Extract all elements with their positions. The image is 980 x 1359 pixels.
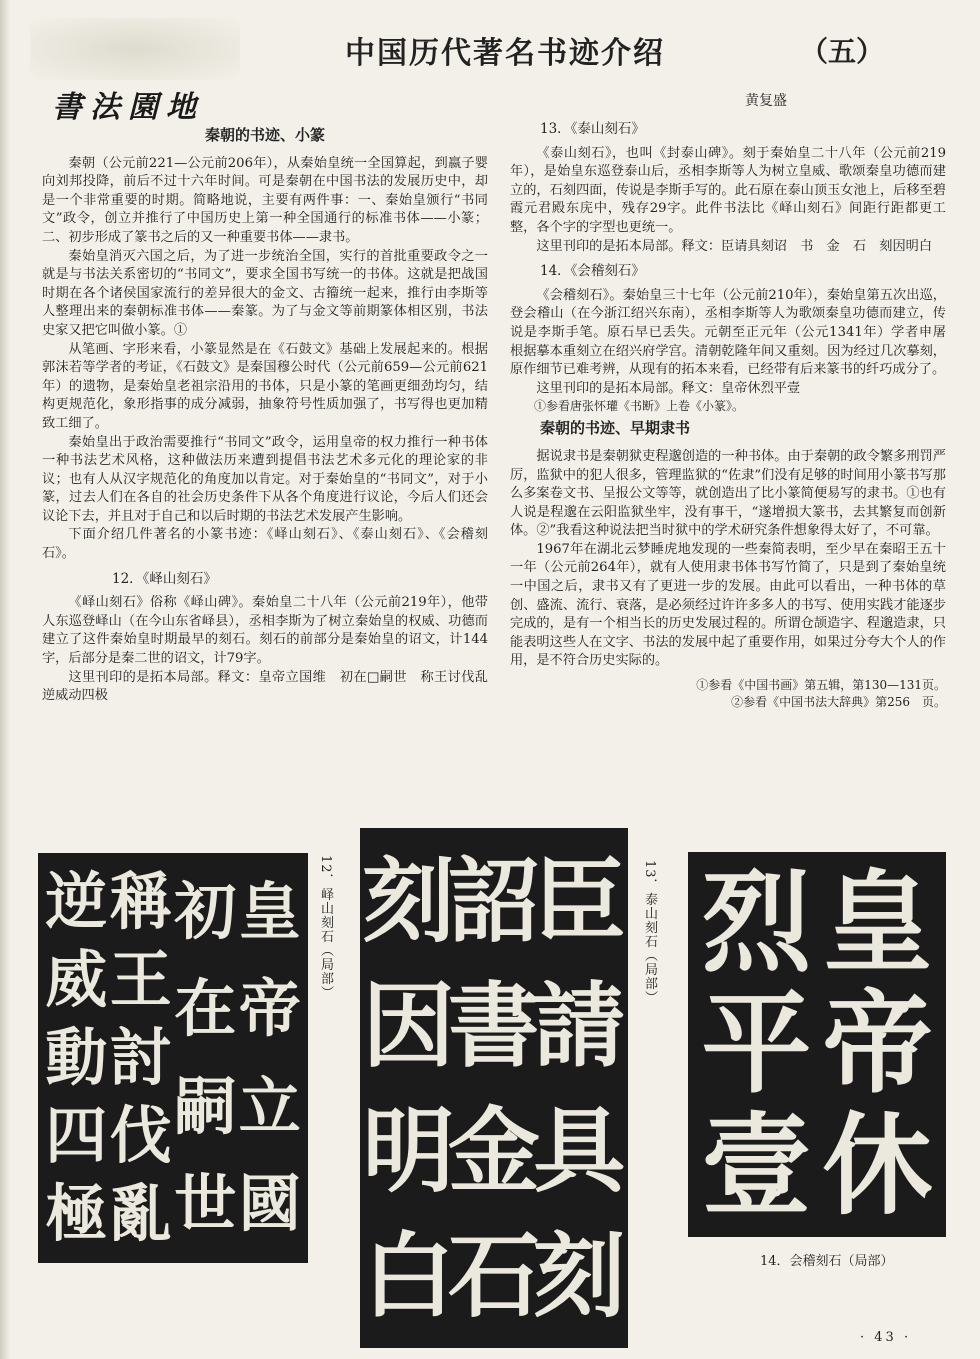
paragraph: 《会稽刻石》。秦始皇三十七年（公元前210年），秦始皇第五次出巡，登会稽山（在今浙江绍兴东南），丞相李斯等人为歌颂秦皇功德而建立，传说是李斯手笔。原石早已丢失。元朝至正元年（公元1341年）学者申屠 根据摹本重刻立在绍兴府学宫。清朝乾隆年间又重刻。因为经过几次摹刻，原作细节已难考辨，从现有的拓本来看，已经带有后来篆书的纤巧成分了。 — [510, 287, 960, 378]
rubbing-character: 動 — [45, 1021, 108, 1094]
paragraph: 秦朝（公元前221—公元前206年），从秦始皇统一全国算起，到嬴子婴向刘邦投降，前后不过十六年时间。可是秦朝在中国书法的发展历史中，却是一个非常重要的时期。简略地说，主要有两件事：一、秦始皇颁行“书同文”政令，创立并推行了中国历史上第一种全国通行的标准书体——小篆；二、初步形成了篆书之后的又一种重要书体——隶书。 — [42, 155, 488, 245]
rubbing-character: 逆 — [45, 865, 108, 938]
rubbing-character: 壹 — [701, 1101, 812, 1231]
page-number: · 43 · — [860, 1330, 912, 1345]
rubbing-character: 初 — [174, 874, 237, 948]
rubbing-character: 書 — [447, 971, 540, 1080]
rubbing-plate-13 — [360, 828, 628, 1348]
rubbing-character: 稱 — [109, 865, 172, 938]
paragraph: 《泰山刻石》，也叫《封泰山碑》。刻于秦始皇二十八年（公元前219年），是始皇东巡登泰山后，丞相李斯等人为树立皇威、歌颂秦皇功德而建立的，石刻四面，传说是李斯手写的。此石原在泰山顶玉女池上，后移至碧霞元君殿东庑中，残存29字。此件书法比《峄山刻石》间距行距都更工整，各个字的字型也更统一。 — [510, 145, 946, 235]
article-title: 中国历代著名书迹介绍 — [345, 36, 665, 71]
rubbing-character: 平 — [701, 979, 812, 1109]
paragraph: 这里刊印的是拓本局部。释文：臣请具刻诏 书 金 石 刻因明白 — [536, 238, 933, 254]
decorative-seal — [30, 18, 240, 80]
footnotes — [510, 677, 946, 711]
rubbing-character: 立 — [238, 1069, 301, 1143]
rubbing-character: 臣 — [533, 846, 626, 955]
rubbing-character: 休 — [822, 1101, 933, 1231]
rubbing-character: 明 — [362, 1096, 455, 1205]
rubbing-character: 嗣 — [174, 1069, 237, 1143]
plate-caption: 14．会稽刻石（局部） — [760, 1254, 894, 1269]
paragraph: 这里刊印的是拓本局部。释文：皇帝休烈平壹 — [536, 380, 801, 396]
rubbing-character: 威 — [45, 943, 108, 1016]
rubbing-character: 在 — [174, 972, 237, 1046]
paragraph: 下面介绍几件著名的小篆书迹：《峄山刻石》、《泰山刻石》、《会稽刻石》。 — [42, 527, 488, 562]
rubbing-character: 亂 — [109, 1177, 172, 1250]
paragraph: 据说隶书是秦朝狱吏程邈创造的一种书体。由于秦朝的政令繁多刑罚严厉，监狱中的犯人很多，管理监狱的“佐隶”们没有足够的时间用小篆书写那么多案卷文书、呈报公文等等，就创造出了比小篆简便易写的隶书。①也有人说是程邈在云阳监狱坐牢，没有事干，“遂增损大篆书，去其繁复而创新体。②”我看这种说法把当时狱中的学术研究条件想象得太好了，不可靠。 — [510, 448, 946, 539]
plate-caption: 12．峄山刻石（局部） — [318, 855, 333, 1000]
rubbing-character: 白 — [362, 1221, 455, 1330]
page-edge — [0, 0, 10, 1359]
plate-caption: 13．泰山刻石（局部） — [642, 860, 657, 1005]
item-heading: 13．《泰山刻石》 — [540, 121, 645, 137]
rubbing-character: 世 — [174, 1167, 237, 1241]
rubbing-character: 伐 — [109, 1099, 172, 1172]
rubbing-character: 皇 — [822, 857, 933, 987]
rubbing-character: 刻 — [533, 1221, 626, 1330]
rubbing-character: 金 — [447, 1096, 540, 1205]
rubbing-column — [44, 863, 109, 1253]
column-logo: 書法園地 — [52, 90, 204, 125]
rubbing-plate-14 — [688, 852, 946, 1237]
series-number: （五） — [800, 35, 885, 68]
left-column — [42, 122, 502, 706]
rubbing-plate-12 — [38, 853, 308, 1263]
rubbing-column — [696, 857, 817, 1231]
rubbing-character: 國 — [238, 1167, 301, 1241]
rubbing-column — [109, 863, 174, 1253]
rubbing-character: 王 — [109, 943, 172, 1016]
rubbing-character: 刻 — [362, 846, 455, 955]
paragraph: 秦始皇出于政治需要推行“书同文”政令，运用皇帝的权力推行一种书体一种书法艺术风格，这种做法历来遭到提倡书法艺术多元化的理论家的非议；也有人从汉字规范化的角度加以肯定。对于秦始皇的“书同文”，对于小篆，过去人们在各自的社会历史条件下从各个角度进行议论，今后人们还会议论下去，并且对于自己和以后时期的书法艺术发展产生影响。 — [42, 434, 488, 524]
rubbing-character: 具 — [533, 1096, 626, 1205]
right-column — [510, 120, 960, 711]
item-heading: 12．《峄山刻石》 — [112, 570, 217, 587]
item-heading: 14．《会稽刻石》 — [540, 263, 645, 280]
rubbing-column — [817, 857, 938, 1231]
rubbing-column — [362, 838, 455, 1338]
rubbing-character: 帝 — [238, 972, 301, 1046]
rubbing-column — [173, 863, 238, 1253]
paragraph: 《峄山刻石》俗称《峄山碑》。秦始皇二十八年（公元前219年），他带人东巡登峄山（在今山东省峄县），丞相李斯为了树立秦始皇的权威、功德而建立了这件秦始皇时期最早的刻石。刻石的前部分是秦始皇的诏文，计144字，后部分是秦二世的诏文，计79字。 — [42, 595, 488, 667]
footnote: ②参看《中国书法大辞典》第256 页。 — [731, 695, 946, 710]
section-heading: 秦朝的书迹、小篆 — [204, 126, 325, 144]
paragraph: 秦始皇消灭六国之后，为了进一步统治全国，实行的首批重要政令之一就是与书法关系密切的“书同文”，要求全国书写统一的书体。这就是把战国时期在各个诸侯国家流行的差异很大的金文、古籀统一起来，推行由李斯等人整理出来的秦朝标准书体——秦篆。为了与金文等前期篆体相区别，书法史家又把它叫做小篆。① — [42, 248, 488, 338]
rubbing-column — [447, 838, 540, 1338]
paragraph: 从笔画、字形来看，小篆显然是在《石鼓文》基础上发展起来的。根据郭沫若等学者的考证，《石鼓文》是秦国穆公时代（公元前659—公元前621年）的遗物，是秦始皇老祖宗沿用的书体，只是小篆的笔画更细劲均匀，结构更规范化，象形指事的成分减弱，抽象符号性质加强了，书写得也更加精致工细了。 — [42, 341, 488, 431]
paragraph: 1967年在湖北云梦睡虎地发现的一些秦简表明，至少早在秦昭王五十一年（公元前264年），就有人使用隶书体书写竹简了，只是到了秦始皇统一中国之后，隶书又有了更进一步的发展。由此可以看出，一种书体的草创、盛流、流行、衰落，是必须经过许许多多人的书写、使用实践才能逐步完成的，是有一个相当长的历史发展过程的。所谓仓颉造字、程邈造隶，只能表明这些人在文字、书法的发展中起了重要作用，如果过分夸大个人的作用，是不符合历史实际的。 — [510, 541, 946, 669]
rubbing-character: 因 — [362, 971, 455, 1080]
section-heading: 秦朝的书迹、早期隶书 — [540, 419, 691, 438]
author: 黄复盛 — [745, 93, 787, 109]
rubbing-column — [238, 863, 303, 1253]
rubbing-character: 請 — [533, 971, 626, 1080]
rubbing-column — [533, 838, 626, 1338]
rubbing-character: 皇 — [238, 874, 301, 948]
rubbing-character: 四 — [45, 1099, 108, 1172]
paragraph: 这里刊印的是拓本局部。释文：皇帝立国维 初在□嗣世 称王讨伐乱 逆威动四极 — [42, 669, 502, 704]
rubbing-character: 石 — [447, 1221, 540, 1330]
footnote: ①参看唐张怀瓘《书断》上卷《小篆》。 — [534, 399, 745, 414]
rubbing-character: 帝 — [822, 979, 933, 1109]
rubbing-character: 討 — [109, 1021, 172, 1094]
rubbing-character: 極 — [45, 1177, 108, 1250]
rubbing-character: 烈 — [701, 857, 812, 987]
footnote: ①参看《中国书画》第五辑，第130—131页。 — [696, 678, 946, 693]
rubbing-character: 詔 — [447, 846, 540, 955]
